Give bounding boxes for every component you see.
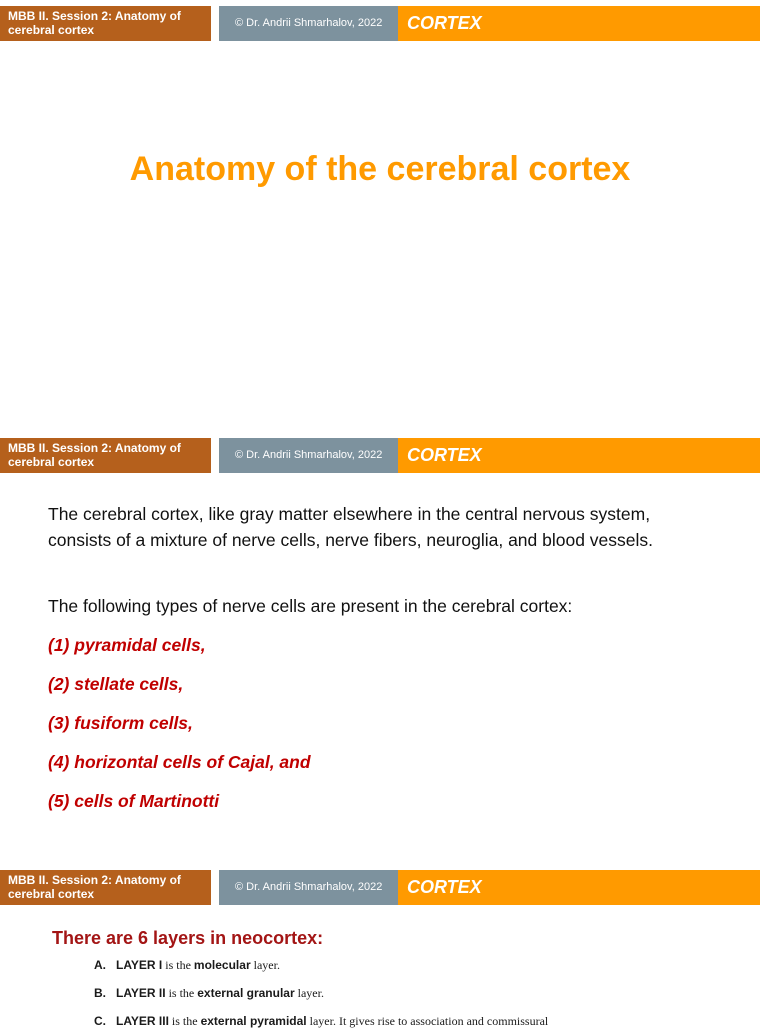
cell-type-item: (2) stellate cells,	[48, 674, 184, 694]
intro-paragraph: The cerebral cortex, like gray matter elsewhere in the central nervous system, consists of a mixture of nerve cells, nerve fibers, neuroglia, and blood vessels.	[48, 504, 654, 550]
layer-item: A. LAYER I is the molecular layer.	[94, 958, 280, 972]
slide-header	[0, 438, 760, 473]
brand-label: CORTEX	[398, 6, 760, 41]
slide-cell-types	[0, 432, 768, 864]
cell-type-item: (3) fusiform cells,	[48, 713, 193, 733]
cell-types-intro: The following types of nerve cells are present in the cerebral cortex:	[48, 596, 573, 616]
layer-item: C. LAYER III is the external pyramidal layer. It gives rise to association and commissural	[94, 1014, 549, 1028]
slide-title-heading: Anatomy of the cerebral cortex	[129, 150, 631, 188]
author-label: © Dr. Andrii Shmarhalov, 2022	[219, 6, 398, 41]
slide-layers	[0, 864, 768, 1028]
session-label: MBB II. Session 2: Anatomy of cerebral cortex	[0, 438, 211, 473]
session-label: MBB II. Session 2: Anatomy of cerebral cortex	[0, 870, 211, 905]
brand-label: CORTEX	[398, 438, 760, 473]
slide-header	[0, 870, 760, 905]
cell-type-item: (5) cells of Martinotti	[48, 791, 220, 811]
brand-label: CORTEX	[398, 870, 760, 905]
author-label: © Dr. Andrii Shmarhalov, 2022	[219, 870, 398, 905]
cell-type-item: (1) pyramidal cells,	[48, 635, 206, 655]
slide-title	[0, 0, 768, 432]
slide-header	[0, 6, 760, 41]
cell-type-item: (4) horizontal cells of Cajal, and	[48, 752, 311, 772]
author-label: © Dr. Andrii Shmarhalov, 2022	[219, 438, 398, 473]
layer-item: B. LAYER II is the external granular layer.	[94, 986, 324, 1000]
session-label: MBB II. Session 2: Anatomy of cerebral cortex	[0, 6, 211, 41]
layers-heading: There are 6 layers in neocortex:	[52, 928, 324, 948]
